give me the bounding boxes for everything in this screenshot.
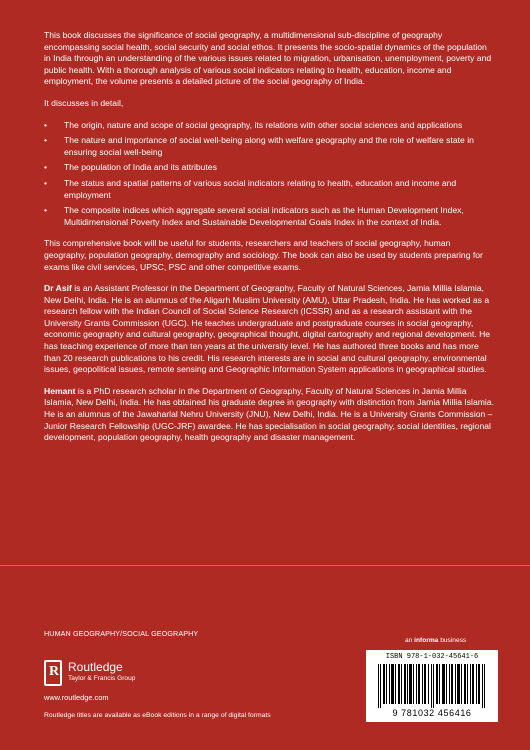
publisher-name: Routledge [68, 660, 123, 674]
cover-description [44, 30, 494, 454]
list-item: • The origin, nature and scope of social geography, its relations with other social sciences and applications [44, 120, 494, 132]
intro-paragraph: This book discusses the significance of social geography, a multidimensional sub-discipline of geography encompassing social health, social security and social ethos. It presents the socio-spatial dynamics of the population in India through an understanding of the various issues related to migration, urbanisation, unemployment, poverty and public health. With a thorough analysis of various social indicators relating to health, education, income and employment, the volume presents a detailed picture of the social geography of India. [44, 30, 492, 87]
ebook-note: Routledge titles are available as eBook editions in a range of digital formats [44, 712, 271, 719]
author-bio-hemant [44, 386, 494, 444]
author-bio-text: is a PhD research scholar in the Department of Geography, Faculty of Natural Sciences in Jamia Millia Islamia, New Delhi, India. He has obtained his graduate degree in geography with distinction from Jamia Millia Islamia. He is an alumnus of the Jawaharlal Nehru University (JNU), New Delhi, India. He is a University Grants Commission – Junior Research Fellowship (UGC-JRF) awardee. He has specialisation in social geography, social identities, regional development, population geography, health geography and disaster management. [44, 385, 494, 443]
author-bio-asif [44, 283, 494, 376]
author-bio-text: is an Assistant Professor in the Department of Geography, Faculty of Natural Sciences, Jamia Millia Islamia, New Delhi, India. He is an alumnus of the Aligarh Muslim University (AMU), Uttar Pradesh, India. He has worked as a research fellow with the Indian Council of Social Science Research (ICSSR) and as a research assistant with the University Grants Commission (UGC). He teaches undergraduate and postgraduate courses in social geography, economic geography and cultural geography, geographical thought, digital cartography and regional development. He has teaching experience of more than ten years at the university level. He has authored three books and has more than 20 research publications to his credit. His research interests are in social and cultural geography, environmental issues, geopolitical issues, remote sensing and Geographic Information System applications in geographical studies. [44, 283, 491, 375]
subject-category: HUMAN GEOGRAPHY/SOCIAL GEOGRAPHY [44, 629, 199, 638]
barcode-icon [378, 664, 486, 708]
publisher-website: www.routledge.com [44, 693, 109, 702]
list-item: • The composite indices which aggregate several social indicators such as the Human Development Index, Multidimensional Poverty Index and Sustainable Developmental Goals Index in the context of India. [44, 205, 494, 228]
barcode-digits: 9 781032 456416 [392, 708, 472, 718]
audience-paragraph: This comprehensive book will be useful for students, researchers and teachers of social geography, human geography, population geography, demography and sociology. The book can also be used by students preparing for exams like civil services, UPSC, PSC and other competitive exams. [44, 238, 483, 272]
list-item: • The nature and importance of social well-being along with welfare geography and the role of welfare state in ensuring social well-being [44, 135, 494, 158]
author-name: Hemant [44, 385, 76, 396]
routledge-logo-icon: R [44, 660, 62, 686]
isbn-text: ISBN 978-1-032-45641-6 [385, 653, 479, 661]
lead-in-text: It discusses in detail, [44, 97, 124, 108]
barcode-panel [366, 650, 498, 722]
topic-list [44, 120, 494, 229]
informa-business-label: an informa business [405, 637, 467, 644]
list-item: • The population of India and its attributes [44, 162, 494, 174]
publisher-group: Taylor & Francis Group [68, 675, 136, 682]
author-name: Dr Asif [44, 283, 72, 294]
list-item: • The status and spatial patterns of various social indicators relating to health, education and income and employment [44, 178, 494, 201]
